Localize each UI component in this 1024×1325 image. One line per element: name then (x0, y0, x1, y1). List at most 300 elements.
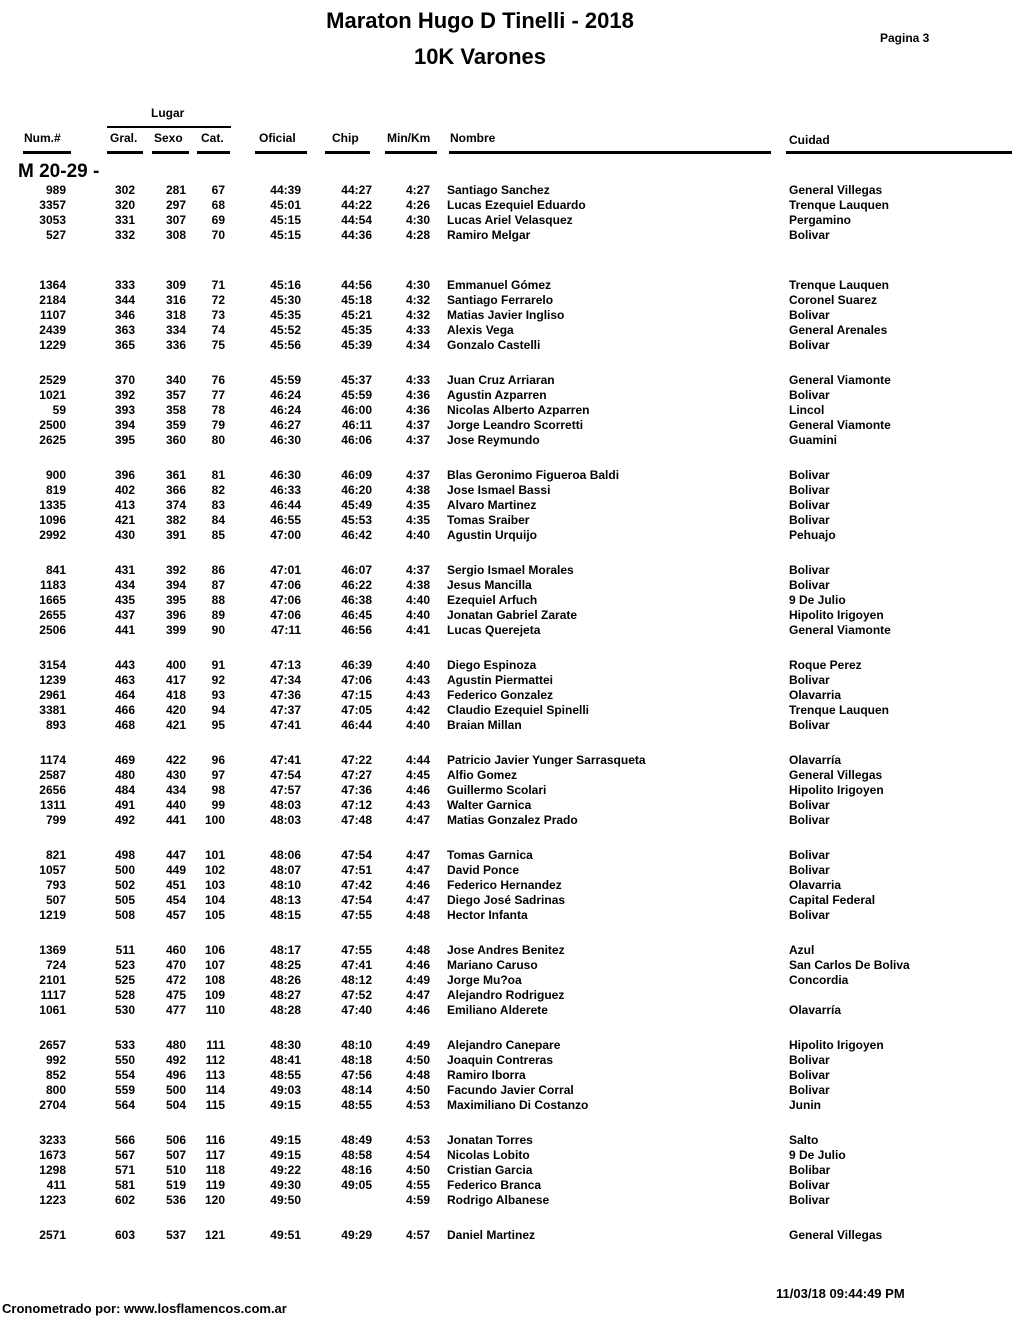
cell-cat: 103 (204, 878, 225, 892)
cell-sexo: 399 (165, 623, 186, 637)
cell-nombre: Lucas Ezequiel Eduardo (447, 198, 586, 212)
race-subtitle: 10K Varones (413, 44, 547, 69)
cell-minkm: 4:46 (405, 878, 430, 892)
cell-cat: 102 (204, 863, 225, 877)
cell-oficial: 48:06 (270, 848, 301, 862)
cell-cat: 107 (204, 958, 225, 972)
race-title: Maraton Hugo D Tinelli - 2018 (326, 8, 634, 33)
cell-sexo: 382 (165, 513, 186, 527)
cell-sexo: 307 (165, 213, 186, 227)
cell-oficial: 48:27 (270, 988, 301, 1002)
cell-ciudad: Bolivar (789, 673, 830, 687)
cell-nombre: Patricio Javier Yunger Sarrasqueta (447, 753, 646, 767)
table-row (0, 1098, 1024, 1113)
cell-num: 1057 (39, 863, 66, 877)
table-row (0, 278, 1024, 293)
cell-cat: 109 (204, 988, 225, 1002)
cell-cat: 73 (211, 308, 225, 322)
cell-sexo: 507 (165, 1148, 186, 1162)
cell-gral: 396 (114, 468, 135, 482)
cell-cat: 118 (205, 1163, 225, 1177)
cell-gral: 443 (114, 658, 135, 672)
cell-nombre: Federico Branca (447, 1178, 542, 1192)
table-row (0, 893, 1024, 908)
cell-oficial: 47:00 (270, 528, 301, 542)
cell-num: 411 (46, 1178, 66, 1192)
cell-cat: 84 (211, 513, 225, 527)
cell-chip: 45:35 (341, 323, 372, 337)
cell-ciudad: Bolivar (789, 308, 830, 322)
table-row (0, 1083, 1024, 1098)
cell-nombre: Jonatan Gabriel Zarate (447, 608, 578, 622)
table-row (0, 813, 1024, 828)
cell-ciudad: Lincol (789, 403, 825, 417)
cell-sexo: 396 (165, 608, 186, 622)
table-row (0, 483, 1024, 498)
cell-sexo: 470 (165, 958, 186, 972)
cell-ciudad: Pergamino (789, 213, 852, 227)
cell-gral: 331 (114, 213, 135, 227)
lugar-group-header: Lugar (151, 106, 185, 120)
cell-sexo: 496 (165, 1068, 186, 1082)
cell-sexo: 506 (165, 1133, 186, 1147)
cell-gral: 333 (114, 278, 135, 292)
table-row (0, 658, 1024, 673)
cell-chip: 47:54 (341, 848, 372, 862)
table-row (0, 308, 1024, 323)
cell-cat: 89 (211, 608, 225, 622)
cell-gral: 431 (114, 563, 135, 577)
cell-gral: 498 (114, 848, 135, 862)
cell-sexo: 420 (165, 703, 186, 717)
cell-chip: 47:54 (341, 893, 372, 907)
cell-chip: 44:22 (341, 198, 372, 212)
cell-chip: 46:11 (341, 418, 372, 432)
table-row (0, 783, 1024, 798)
cell-gral: 564 (114, 1098, 135, 1112)
cell-nombre: Jesus Mancilla (447, 578, 532, 592)
cell-oficial: 47:41 (270, 753, 301, 767)
cell-cat: 119 (205, 1178, 225, 1192)
cell-minkm: 4:53 (405, 1133, 430, 1147)
cell-minkm: 4:32 (405, 293, 430, 307)
cell-ciudad: 9 De Julio (789, 593, 846, 607)
cell-num: 1364 (39, 278, 66, 292)
cell-oficial: 48:41 (270, 1053, 301, 1067)
cell-ciudad: Olavarría (789, 753, 842, 767)
cell-gral: 480 (114, 768, 135, 782)
cell-ciudad: Capital Federal (789, 893, 876, 907)
cell-oficial: 46:24 (270, 403, 301, 417)
cell-cat: 69 (211, 213, 225, 227)
table-row (0, 433, 1024, 448)
cell-gral: 567 (114, 1148, 135, 1162)
cell-num: 2184 (39, 293, 66, 307)
col-header-minkm: Min/Km (387, 131, 431, 145)
cell-num: 1369 (39, 943, 66, 957)
cell-nombre: Joaquin Contreras (447, 1053, 554, 1067)
cell-ciudad: Salto (789, 1133, 819, 1147)
table-row (0, 563, 1024, 578)
cell-chip: 47:42 (341, 878, 372, 892)
table-row (0, 418, 1024, 433)
table-row (0, 863, 1024, 878)
cell-minkm: 4:48 (405, 908, 430, 922)
cell-oficial: 48:03 (270, 813, 301, 827)
cell-ciudad: Bolivar (789, 718, 830, 732)
cell-ciudad: Bolivar (789, 798, 830, 812)
cell-minkm: 4:46 (405, 783, 430, 797)
cell-cat: 115 (205, 1098, 225, 1112)
cell-nombre: Alejandro Canepare (447, 1038, 561, 1052)
cell-oficial: 47:01 (270, 563, 301, 577)
cell-gral: 394 (114, 418, 135, 432)
cell-ciudad: General Villegas (789, 183, 883, 197)
cell-chip: 47:52 (341, 988, 372, 1002)
cell-minkm: 4:47 (405, 848, 430, 862)
cell-minkm: 4:47 (405, 988, 430, 1002)
cell-nombre: Jorge Leandro Scorretti (447, 418, 584, 432)
cell-minkm: 4:48 (405, 943, 430, 957)
cell-sexo: 392 (165, 563, 186, 577)
cell-ciudad: Trenque Lauquen (789, 278, 890, 292)
cell-minkm: 4:57 (405, 1228, 430, 1242)
cell-cat: 92 (211, 673, 225, 687)
cell-cat: 94 (211, 703, 225, 717)
cell-num: 821 (45, 848, 66, 862)
cell-oficial: 45:01 (270, 198, 301, 212)
cell-nombre: David Ponce (447, 863, 520, 877)
cell-gral: 365 (114, 338, 135, 352)
cell-num: 2655 (39, 608, 66, 622)
cell-chip: 46:45 (341, 608, 372, 622)
cell-cat: 86 (211, 563, 225, 577)
cell-chip: 45:18 (341, 293, 372, 307)
cell-cat: 93 (211, 688, 225, 702)
cell-num: 819 (45, 483, 66, 497)
cell-minkm: 4:28 (405, 228, 430, 242)
cell-num: 2657 (39, 1038, 66, 1052)
table-row (0, 1068, 1024, 1083)
cell-cat: 99 (211, 798, 225, 812)
cell-gral: 346 (114, 308, 135, 322)
cell-num: 2529 (39, 373, 66, 387)
cell-chip: 44:54 (341, 213, 372, 227)
cell-ciudad: General Viamonte (789, 418, 891, 432)
cell-gral: 393 (114, 403, 135, 417)
timing-credit: Cronometrado por: www.losflamencos.com.ar (2, 1301, 287, 1316)
cell-oficial: 47:13 (270, 658, 301, 672)
cell-chip: 48:58 (341, 1148, 372, 1162)
cell-ciudad: Bolivar (789, 578, 830, 592)
cell-sexo: 374 (165, 498, 186, 512)
cell-nombre: Nicolas Alberto Azparren (447, 403, 590, 417)
cell-minkm: 4:44 (405, 753, 430, 767)
cell-sexo: 454 (165, 893, 186, 907)
table-row (0, 688, 1024, 703)
cell-minkm: 4:37 (405, 563, 430, 577)
table-row (0, 468, 1024, 483)
table-row (0, 1228, 1024, 1243)
cell-gral: 523 (114, 958, 135, 972)
cell-minkm: 4:54 (405, 1148, 430, 1162)
cell-cat: 98 (211, 783, 225, 797)
cell-num: 799 (45, 813, 66, 827)
cell-gral: 441 (114, 623, 135, 637)
cell-num: 1298 (39, 1163, 66, 1177)
table-row (0, 1148, 1024, 1163)
table-row (0, 848, 1024, 863)
cell-sexo: 477 (165, 1003, 186, 1017)
cell-sexo: 336 (165, 338, 186, 352)
cell-chip: 47:51 (341, 863, 372, 877)
cell-oficial: 45:52 (270, 323, 301, 337)
table-row (0, 958, 1024, 973)
cell-num: 59 (52, 403, 66, 417)
cell-oficial: 47:37 (270, 703, 301, 717)
cell-oficial: 47:54 (270, 768, 301, 782)
cell-nombre: Alejandro Rodriguez (447, 988, 565, 1002)
cell-gral: 469 (114, 753, 135, 767)
cell-gral: 500 (114, 863, 135, 877)
cell-sexo: 451 (165, 878, 186, 892)
cell-gral: 511 (115, 943, 135, 957)
cell-oficial: 44:39 (270, 183, 301, 197)
cell-cat: 96 (211, 753, 225, 767)
cell-cat: 112 (205, 1053, 225, 1067)
cell-minkm: 4:37 (405, 433, 430, 447)
cell-sexo: 457 (165, 908, 186, 922)
cell-oficial: 48:15 (270, 908, 301, 922)
table-row (0, 338, 1024, 353)
cell-nombre: Ezequiel Arfuch (447, 593, 538, 607)
cell-nombre: Rodrigo Albanese (447, 1193, 550, 1207)
cell-nombre: Agustin Azparren (447, 388, 547, 402)
table-row (0, 498, 1024, 513)
cell-nombre: Agustin Piermattei (447, 673, 554, 687)
cell-sexo: 359 (165, 418, 186, 432)
cell-minkm: 4:33 (405, 373, 430, 387)
cell-oficial: 48:03 (270, 798, 301, 812)
cell-chip: 48:12 (341, 973, 372, 987)
cell-cat: 108 (204, 973, 225, 987)
cell-cat: 81 (211, 468, 225, 482)
cell-ciudad: Olavarria (789, 688, 842, 702)
cell-cat: 114 (205, 1083, 225, 1097)
cell-nombre: Emiliano Alderete (447, 1003, 548, 1017)
cell-gral: 530 (114, 1003, 135, 1017)
cell-ciudad: General Viamonte (789, 373, 891, 387)
cell-nombre: Alfio Gomez (447, 768, 518, 782)
table-row (0, 608, 1024, 623)
cell-ciudad: Pehuajo (789, 528, 836, 542)
cell-minkm: 4:26 (405, 198, 430, 212)
cell-cat: 97 (211, 768, 225, 782)
cell-minkm: 4:30 (405, 213, 430, 227)
cell-num: 3357 (39, 198, 66, 212)
cell-num: 1335 (39, 498, 66, 512)
cell-chip: 47:05 (341, 703, 372, 717)
cell-cat: 90 (211, 623, 225, 637)
table-row (0, 1053, 1024, 1068)
cell-ciudad: General Villegas (789, 1228, 883, 1242)
col-header-chip: Chip (332, 131, 359, 145)
cell-ciudad: Bolivar (789, 1083, 830, 1097)
cell-nombre: Jose Andres Benitez (447, 943, 565, 957)
cell-num: 1117 (40, 988, 66, 1002)
cell-gral: 434 (114, 578, 135, 592)
cell-ciudad: Bolivar (789, 908, 830, 922)
cell-sexo: 536 (165, 1193, 186, 1207)
cell-cat: 111 (206, 1038, 225, 1052)
cell-minkm: 4:35 (405, 513, 430, 527)
table-row (0, 673, 1024, 688)
cell-minkm: 4:47 (405, 813, 430, 827)
cell-num: 2101 (39, 973, 66, 987)
cell-cat: 77 (211, 388, 225, 402)
cell-num: 893 (45, 718, 66, 732)
cell-chip: 44:56 (341, 278, 372, 292)
cell-minkm: 4:47 (405, 863, 430, 877)
cell-cat: 74 (211, 323, 225, 337)
cell-gral: 413 (114, 498, 135, 512)
cell-ciudad: Trenque Lauquen (789, 198, 890, 212)
cell-cat: 116 (205, 1133, 225, 1147)
cell-nombre: Claudio Ezequiel Spinelli (447, 703, 590, 717)
cell-chip: 44:36 (341, 228, 372, 242)
cell-ciudad: Guamini (789, 433, 838, 447)
cell-minkm: 4:40 (405, 608, 430, 622)
cell-oficial: 46:30 (270, 433, 301, 447)
cell-gral: 571 (114, 1163, 135, 1177)
cell-num: 1174 (39, 753, 66, 767)
cell-cat: 110 (205, 1003, 225, 1017)
cell-minkm: 4:42 (405, 703, 430, 717)
cell-gral: 492 (114, 813, 135, 827)
cell-num: 992 (45, 1053, 66, 1067)
cell-nombre: Juan Cruz Arriaran (447, 373, 555, 387)
cell-nombre: Alexis Vega (447, 323, 514, 337)
cell-minkm: 4:49 (405, 973, 430, 987)
cell-sexo: 417 (165, 673, 186, 687)
cell-sexo: 418 (165, 688, 186, 702)
cell-cat: 67 (211, 183, 225, 197)
cell-chip: 47:06 (341, 673, 372, 687)
cell-cat: 68 (211, 198, 225, 212)
cell-oficial: 45:35 (270, 308, 301, 322)
cell-num: 800 (45, 1083, 66, 1097)
cell-ciudad: Bolivar (789, 338, 830, 352)
cell-cat: 85 (211, 528, 225, 542)
col-header-nombre: Nombre (450, 131, 496, 145)
cell-nombre: Sergio Ismael Morales (447, 563, 574, 577)
cell-cat: 95 (211, 718, 225, 732)
cell-oficial: 47:34 (270, 673, 301, 687)
cell-sexo: 334 (165, 323, 186, 337)
cell-chip: 47:48 (341, 813, 372, 827)
print-timestamp: 11/03/18 09:44:49 PM (776, 1286, 905, 1301)
cell-sexo: 449 (165, 863, 186, 877)
cell-sexo: 447 (165, 848, 186, 862)
table-row (0, 908, 1024, 923)
cell-num: 1061 (39, 1003, 66, 1017)
cell-chip: 45:53 (341, 513, 372, 527)
cell-chip: 46:06 (341, 433, 372, 447)
cell-nombre: Federico Gonzalez (447, 688, 554, 702)
cell-ciudad: Hipolito Irigoyen (789, 783, 884, 797)
table-row (0, 1038, 1024, 1053)
cell-ciudad: Hipolito Irigoyen (789, 1038, 884, 1052)
cell-gral: 344 (114, 293, 135, 307)
cell-minkm: 4:37 (405, 418, 430, 432)
cell-num: 2439 (39, 323, 66, 337)
cell-nombre: Agustin Urquijo (447, 528, 537, 542)
cell-minkm: 4:59 (405, 1193, 430, 1207)
cell-cat: 82 (211, 483, 225, 497)
cell-sexo: 366 (165, 483, 186, 497)
cell-cat: 83 (211, 498, 225, 512)
cell-sexo: 421 (165, 718, 186, 732)
cell-sexo: 297 (165, 198, 186, 212)
cell-oficial: 49:15 (270, 1133, 301, 1147)
cell-ciudad: General Villegas (789, 768, 883, 782)
cell-ciudad: Bolivar (789, 813, 830, 827)
cell-minkm: 4:32 (405, 308, 430, 322)
cell-nombre: Jose Ismael Bassi (447, 483, 551, 497)
cell-nombre: Alvaro Martinez (447, 498, 537, 512)
cell-num: 852 (45, 1068, 66, 1082)
cell-oficial: 45:59 (270, 373, 301, 387)
cell-minkm: 4:37 (405, 468, 430, 482)
cell-ciudad: Olavarría (789, 1003, 842, 1017)
cell-cat: 101 (204, 848, 225, 862)
cell-num: 793 (45, 878, 66, 892)
cell-num: 1665 (39, 593, 66, 607)
table-row (0, 1133, 1024, 1148)
table-row (0, 623, 1024, 638)
cell-cat: 120 (204, 1193, 225, 1207)
cell-num: 1229 (39, 338, 66, 352)
cell-sexo: 504 (165, 1098, 186, 1112)
cell-num: 2625 (39, 433, 66, 447)
cell-gral: 463 (114, 673, 135, 687)
cell-sexo: 430 (165, 768, 186, 782)
cell-oficial: 46:27 (270, 418, 301, 432)
cell-sexo: 472 (165, 973, 186, 987)
cell-oficial: 45:16 (270, 278, 301, 292)
cell-minkm: 4:40 (405, 718, 430, 732)
cell-gral: 395 (114, 433, 135, 447)
cell-chip: 46:20 (341, 483, 372, 497)
category-title: M 20-29 - (18, 161, 100, 182)
cell-num: 724 (45, 958, 66, 972)
table-row (0, 323, 1024, 338)
cell-chip: 46:00 (341, 403, 372, 417)
cell-minkm: 4:30 (405, 278, 430, 292)
table-row (0, 768, 1024, 783)
cell-ciudad: Bolivar (789, 483, 830, 497)
cell-num: 841 (45, 563, 66, 577)
cell-cat: 75 (211, 338, 225, 352)
cell-nombre: Braian Millan (447, 718, 522, 732)
table-row (0, 593, 1024, 608)
cell-num: 527 (45, 228, 66, 242)
cell-sexo: 308 (165, 228, 186, 242)
col-header-num: Num.# (24, 131, 61, 145)
cell-nombre: Lucas Querejeta (447, 623, 541, 637)
cell-nombre: Ramiro Iborra (447, 1068, 526, 1082)
cell-ciudad: Hipolito Irigoyen (789, 608, 884, 622)
